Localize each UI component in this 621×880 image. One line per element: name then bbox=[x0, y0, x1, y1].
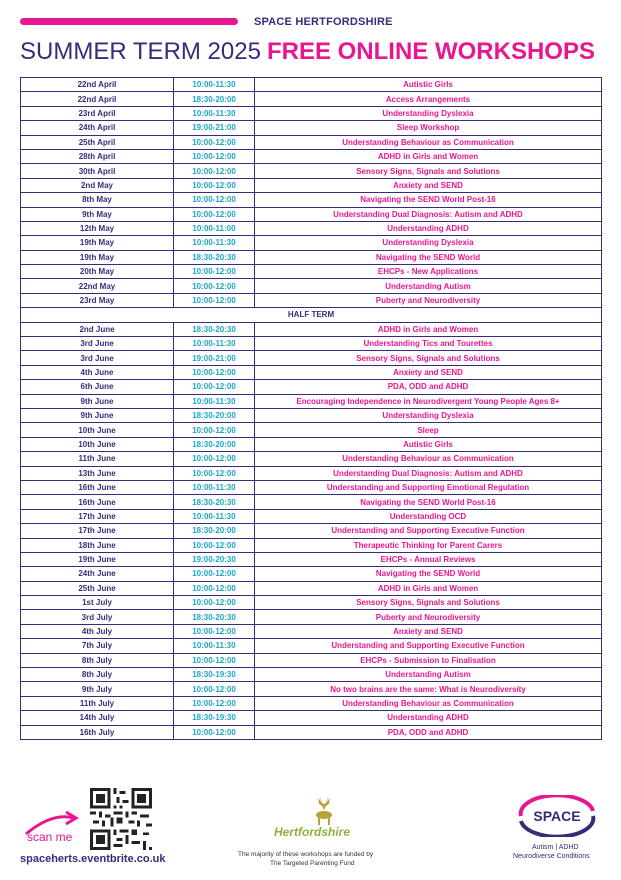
table-row bbox=[21, 653, 602, 667]
table-row bbox=[21, 221, 602, 235]
workshop-date: 9th July bbox=[21, 682, 174, 696]
workshop-time: 10:00-12:00 bbox=[174, 149, 255, 163]
table-row bbox=[21, 394, 602, 408]
scan-me-label: scan me bbox=[27, 830, 73, 844]
workshop-title: EHCPs - New Applications bbox=[255, 265, 602, 279]
workshop-date: 11th June bbox=[21, 452, 174, 466]
workshop-title: Anxiety and SEND bbox=[255, 365, 602, 379]
workshop-time: 18:30-20:00 bbox=[174, 408, 255, 422]
table-row bbox=[21, 480, 602, 494]
table-row bbox=[21, 164, 602, 178]
workshop-time: 19:00-20:30 bbox=[174, 552, 255, 566]
workshop-time: 18:30-19:30 bbox=[174, 668, 255, 682]
space-logo bbox=[513, 795, 601, 837]
workshop-date: 18th June bbox=[21, 538, 174, 552]
workshop-time: 10:00-12:00 bbox=[174, 596, 255, 610]
workshop-title: Navigating the SEND World Post-16 bbox=[255, 495, 602, 509]
space-tagline-2: Neurodiverse Conditions bbox=[513, 853, 590, 860]
workshop-date: 8th July bbox=[21, 668, 174, 682]
table-row bbox=[21, 538, 602, 552]
workshop-date: 10th June bbox=[21, 423, 174, 437]
workshop-title: Understanding Autism bbox=[255, 668, 602, 682]
workshop-title: Understanding and Supporting Emotional Regulation bbox=[255, 480, 602, 494]
table-row bbox=[21, 624, 602, 638]
org-name: SPACE HERTFORDSHIRE bbox=[254, 16, 393, 28]
workshop-date: 19th May bbox=[21, 250, 174, 264]
workshop-time: 10:00-12:00 bbox=[174, 380, 255, 394]
table-row bbox=[21, 92, 602, 106]
title-term: SUMMER TERM 2025 bbox=[20, 38, 261, 65]
workshop-title: No two brains are the same: What is Neurodiversity bbox=[255, 682, 602, 696]
workshop-title: Therapeutic Thinking for Parent Carers bbox=[255, 538, 602, 552]
workshop-time: 10:00-12:00 bbox=[174, 725, 255, 739]
workshop-title: Puberty and Neurodiversity bbox=[255, 610, 602, 624]
workshop-time: 10:00-12:00 bbox=[174, 696, 255, 710]
workshop-title: ADHD in Girls and Women bbox=[255, 322, 602, 336]
workshop-time: 10:00-11:30 bbox=[174, 509, 255, 523]
table-row bbox=[21, 567, 602, 581]
workshop-time: 10:00-11:30 bbox=[174, 480, 255, 494]
table-row bbox=[21, 78, 602, 92]
table-row bbox=[21, 207, 602, 221]
table-row bbox=[21, 236, 602, 250]
workshop-title: Sleep bbox=[255, 423, 602, 437]
workshop-time: 10:00-11:30 bbox=[174, 236, 255, 250]
workshop-date: 23rd April bbox=[21, 106, 174, 120]
table-row bbox=[21, 408, 602, 422]
table-row bbox=[21, 452, 602, 466]
table-row bbox=[21, 135, 602, 149]
table-row bbox=[21, 178, 602, 192]
eventbrite-url[interactable]: spaceherts.eventbrite.co.uk bbox=[20, 853, 166, 865]
workshop-title: Autistic Girls bbox=[255, 78, 602, 92]
workshop-time: 10:00-12:00 bbox=[174, 624, 255, 638]
table-row bbox=[21, 639, 602, 653]
workshop-time: 10:00-12:00 bbox=[174, 279, 255, 293]
workshop-date: 2nd June bbox=[21, 322, 174, 336]
table-row bbox=[21, 423, 602, 437]
workshop-title: ADHD in Girls and Women bbox=[255, 149, 602, 163]
schedule-table bbox=[20, 77, 602, 740]
workshop-time: 18:30-20:30 bbox=[174, 610, 255, 624]
workshop-date: 17th June bbox=[21, 524, 174, 538]
table-row bbox=[21, 121, 602, 135]
workshop-title: Understanding Behaviour as Communication bbox=[255, 452, 602, 466]
table-row bbox=[21, 682, 602, 696]
workshop-date: 22nd April bbox=[21, 92, 174, 106]
workshop-time: 10:00-11:30 bbox=[174, 337, 255, 351]
workshop-title: Understanding Dyslexia bbox=[255, 106, 602, 120]
funding-line-2: The Targeted Parenting Fund bbox=[270, 860, 355, 867]
workshop-date: 8th May bbox=[21, 193, 174, 207]
stag-icon bbox=[310, 794, 338, 826]
table-row bbox=[21, 437, 602, 451]
workshop-time: 18:30-19:30 bbox=[174, 711, 255, 725]
table-row bbox=[21, 351, 602, 365]
workshop-date: 24th June bbox=[21, 567, 174, 581]
workshop-time: 10:00-12:00 bbox=[174, 466, 255, 480]
workshop-title: Sleep Workshop bbox=[255, 121, 602, 135]
workshop-title: Understanding Dual Diagnosis: Autism and ADHD bbox=[255, 207, 602, 221]
workshop-time: 10:00-12:00 bbox=[174, 581, 255, 595]
table-row bbox=[21, 610, 602, 624]
workshop-title: Sensory Signs, Signals and Solutions bbox=[255, 596, 602, 610]
table-row bbox=[21, 524, 602, 538]
workshop-date: 17th June bbox=[21, 509, 174, 523]
workshop-time: 10:00-11:30 bbox=[174, 394, 255, 408]
table-row bbox=[21, 725, 602, 739]
workshop-title: Understanding and Supporting Executive Function bbox=[255, 524, 602, 538]
workshop-time: 10:00-11:30 bbox=[174, 639, 255, 653]
workshop-time: 10:00-12:00 bbox=[174, 567, 255, 581]
workshop-time: 18:30-20:30 bbox=[174, 322, 255, 336]
workshop-date: 16th July bbox=[21, 725, 174, 739]
workshop-time: 10:00-11:30 bbox=[174, 78, 255, 92]
workshop-title: EHCPs - Annual Reviews bbox=[255, 552, 602, 566]
table-row bbox=[21, 322, 602, 336]
workshop-date: 25th June bbox=[21, 581, 174, 595]
table-row bbox=[21, 250, 602, 264]
workshop-date: 2nd May bbox=[21, 178, 174, 192]
half-term-label: HALF TERM bbox=[21, 308, 602, 322]
workshop-time: 18:30-20:00 bbox=[174, 92, 255, 106]
workshop-time: 10:00-12:00 bbox=[174, 293, 255, 307]
table-row bbox=[21, 668, 602, 682]
workshop-time: 18:30-20:00 bbox=[174, 437, 255, 451]
workshop-title: EHCPs - Submission to Finalisation bbox=[255, 653, 602, 667]
workshop-time: 10:00-12:00 bbox=[174, 423, 255, 437]
workshop-date: 7th July bbox=[21, 639, 174, 653]
workshop-date: 3rd June bbox=[21, 337, 174, 351]
workshop-title: Encouraging Independence in Neurodivergent Young People Ages 8+ bbox=[255, 394, 602, 408]
workshop-title: Understanding Behaviour as Communication bbox=[255, 135, 602, 149]
workshop-date: 16th June bbox=[21, 480, 174, 494]
workshop-date: 12th May bbox=[21, 221, 174, 235]
workshop-time: 10:00-12:00 bbox=[174, 653, 255, 667]
workshop-date: 24th April bbox=[21, 121, 174, 135]
table-row bbox=[21, 337, 602, 351]
workshop-date: 4th July bbox=[21, 624, 174, 638]
workshop-date: 22nd May bbox=[21, 279, 174, 293]
workshop-time: 19:00-21:00 bbox=[174, 351, 255, 365]
workshop-title: Navigating the SEND World Post-16 bbox=[255, 193, 602, 207]
workshop-time: 10:00-12:00 bbox=[174, 265, 255, 279]
workshop-title: Understanding Dyslexia bbox=[255, 236, 602, 250]
table-row bbox=[21, 696, 602, 710]
top-accent-bar bbox=[20, 18, 238, 25]
table-row bbox=[21, 552, 602, 566]
table-row bbox=[21, 596, 602, 610]
workshop-date: 8th July bbox=[21, 653, 174, 667]
workshop-date: 14th July bbox=[21, 711, 174, 725]
workshop-title: Understanding Dyslexia bbox=[255, 408, 602, 422]
workshop-date: 30th April bbox=[21, 164, 174, 178]
workshop-title: Navigating the SEND World bbox=[255, 250, 602, 264]
half-term-row bbox=[21, 308, 602, 322]
page-title bbox=[20, 38, 595, 69]
workshop-date: 23rd May bbox=[21, 293, 174, 307]
workshop-date: 9th June bbox=[21, 394, 174, 408]
title-workshops: FREE ONLINE WORKSHOPS bbox=[266, 38, 595, 65]
workshop-time: 10:00-12:00 bbox=[174, 164, 255, 178]
workshop-title: Sensory Signs, Signals and Solutions bbox=[255, 351, 602, 365]
workshop-date: 19th June bbox=[21, 552, 174, 566]
workshop-title: Understanding ADHD bbox=[255, 221, 602, 235]
workshop-title: Understanding and Supporting Executive Function bbox=[255, 639, 602, 653]
workshop-title: Anxiety and SEND bbox=[255, 624, 602, 638]
workshop-date: 10th June bbox=[21, 437, 174, 451]
table-row bbox=[21, 466, 602, 480]
workshop-title: Sensory Signs, Signals and Solutions bbox=[255, 164, 602, 178]
table-row bbox=[21, 365, 602, 379]
hertfordshire-logo-text: Hertfordshire bbox=[274, 825, 351, 839]
space-tagline-1: Autism | ADHD bbox=[532, 844, 579, 851]
workshop-time: 10:00-12:00 bbox=[174, 682, 255, 696]
workshop-title: Puberty and Neurodiversity bbox=[255, 293, 602, 307]
workshop-time: 19:00-21:00 bbox=[174, 121, 255, 135]
table-row bbox=[21, 711, 602, 725]
workshop-date: 11th July bbox=[21, 696, 174, 710]
workshop-title: Understanding ADHD bbox=[255, 711, 602, 725]
workshop-date: 22nd April bbox=[21, 78, 174, 92]
workshop-time: 18:30-20:00 bbox=[174, 524, 255, 538]
workshop-date: 25th April bbox=[21, 135, 174, 149]
table-row bbox=[21, 193, 602, 207]
workshop-date: 13th June bbox=[21, 466, 174, 480]
workshop-time: 10:00-12:00 bbox=[174, 365, 255, 379]
workshop-date: 20th May bbox=[21, 265, 174, 279]
table-row bbox=[21, 279, 602, 293]
workshop-date: 4th June bbox=[21, 365, 174, 379]
workshop-time: 10:00-11:30 bbox=[174, 106, 255, 120]
table-row bbox=[21, 265, 602, 279]
workshop-title: PDA, ODD and ADHD bbox=[255, 725, 602, 739]
workshop-time: 10:00-12:00 bbox=[174, 538, 255, 552]
table-row bbox=[21, 581, 602, 595]
workshop-date: 28th April bbox=[21, 149, 174, 163]
workshop-title: Anxiety and SEND bbox=[255, 178, 602, 192]
workshop-date: 3rd June bbox=[21, 351, 174, 365]
workshop-date: 9th May bbox=[21, 207, 174, 221]
workshop-date: 9th June bbox=[21, 408, 174, 422]
workshop-time: 10:00-11:00 bbox=[174, 221, 255, 235]
workshop-time: 18:30-20:30 bbox=[174, 250, 255, 264]
workshop-title: Understanding Tics and Tourettes bbox=[255, 337, 602, 351]
workshop-time: 10:00-12:00 bbox=[174, 135, 255, 149]
space-logo-text: SPACE bbox=[533, 808, 581, 824]
table-row bbox=[21, 495, 602, 509]
table-row bbox=[21, 380, 602, 394]
qr-code[interactable] bbox=[90, 788, 152, 850]
workshop-title: Understanding OCD bbox=[255, 509, 602, 523]
workshop-time: 10:00-12:00 bbox=[174, 178, 255, 192]
workshop-title: Understanding Dual Diagnosis: Autism and ADHD bbox=[255, 466, 602, 480]
workshop-title: Access Arrangements bbox=[255, 92, 602, 106]
table-row bbox=[21, 509, 602, 523]
table-row bbox=[21, 149, 602, 163]
workshop-title: PDA, ODD and ADHD bbox=[255, 380, 602, 394]
workshop-title: Autistic Girls bbox=[255, 437, 602, 451]
workshop-time: 10:00-12:00 bbox=[174, 452, 255, 466]
workshop-time: 10:00-12:00 bbox=[174, 207, 255, 221]
funding-line-1: The majority of these workshops are funded by bbox=[238, 851, 374, 858]
workshop-title: ADHD in Girls and Women bbox=[255, 581, 602, 595]
workshop-date: 19th May bbox=[21, 236, 174, 250]
workshop-title: Understanding Behaviour as Communication bbox=[255, 696, 602, 710]
workshop-title: Navigating the SEND World bbox=[255, 567, 602, 581]
workshop-title: Understanding Autism bbox=[255, 279, 602, 293]
workshop-date: 16th June bbox=[21, 495, 174, 509]
table-row bbox=[21, 293, 602, 307]
workshop-date: 6th June bbox=[21, 380, 174, 394]
workshop-time: 10:00-12:00 bbox=[174, 193, 255, 207]
workshop-time: 18:30-20:30 bbox=[174, 495, 255, 509]
table-row bbox=[21, 106, 602, 120]
workshop-date: 3rd July bbox=[21, 610, 174, 624]
workshop-date: 1st July bbox=[21, 596, 174, 610]
